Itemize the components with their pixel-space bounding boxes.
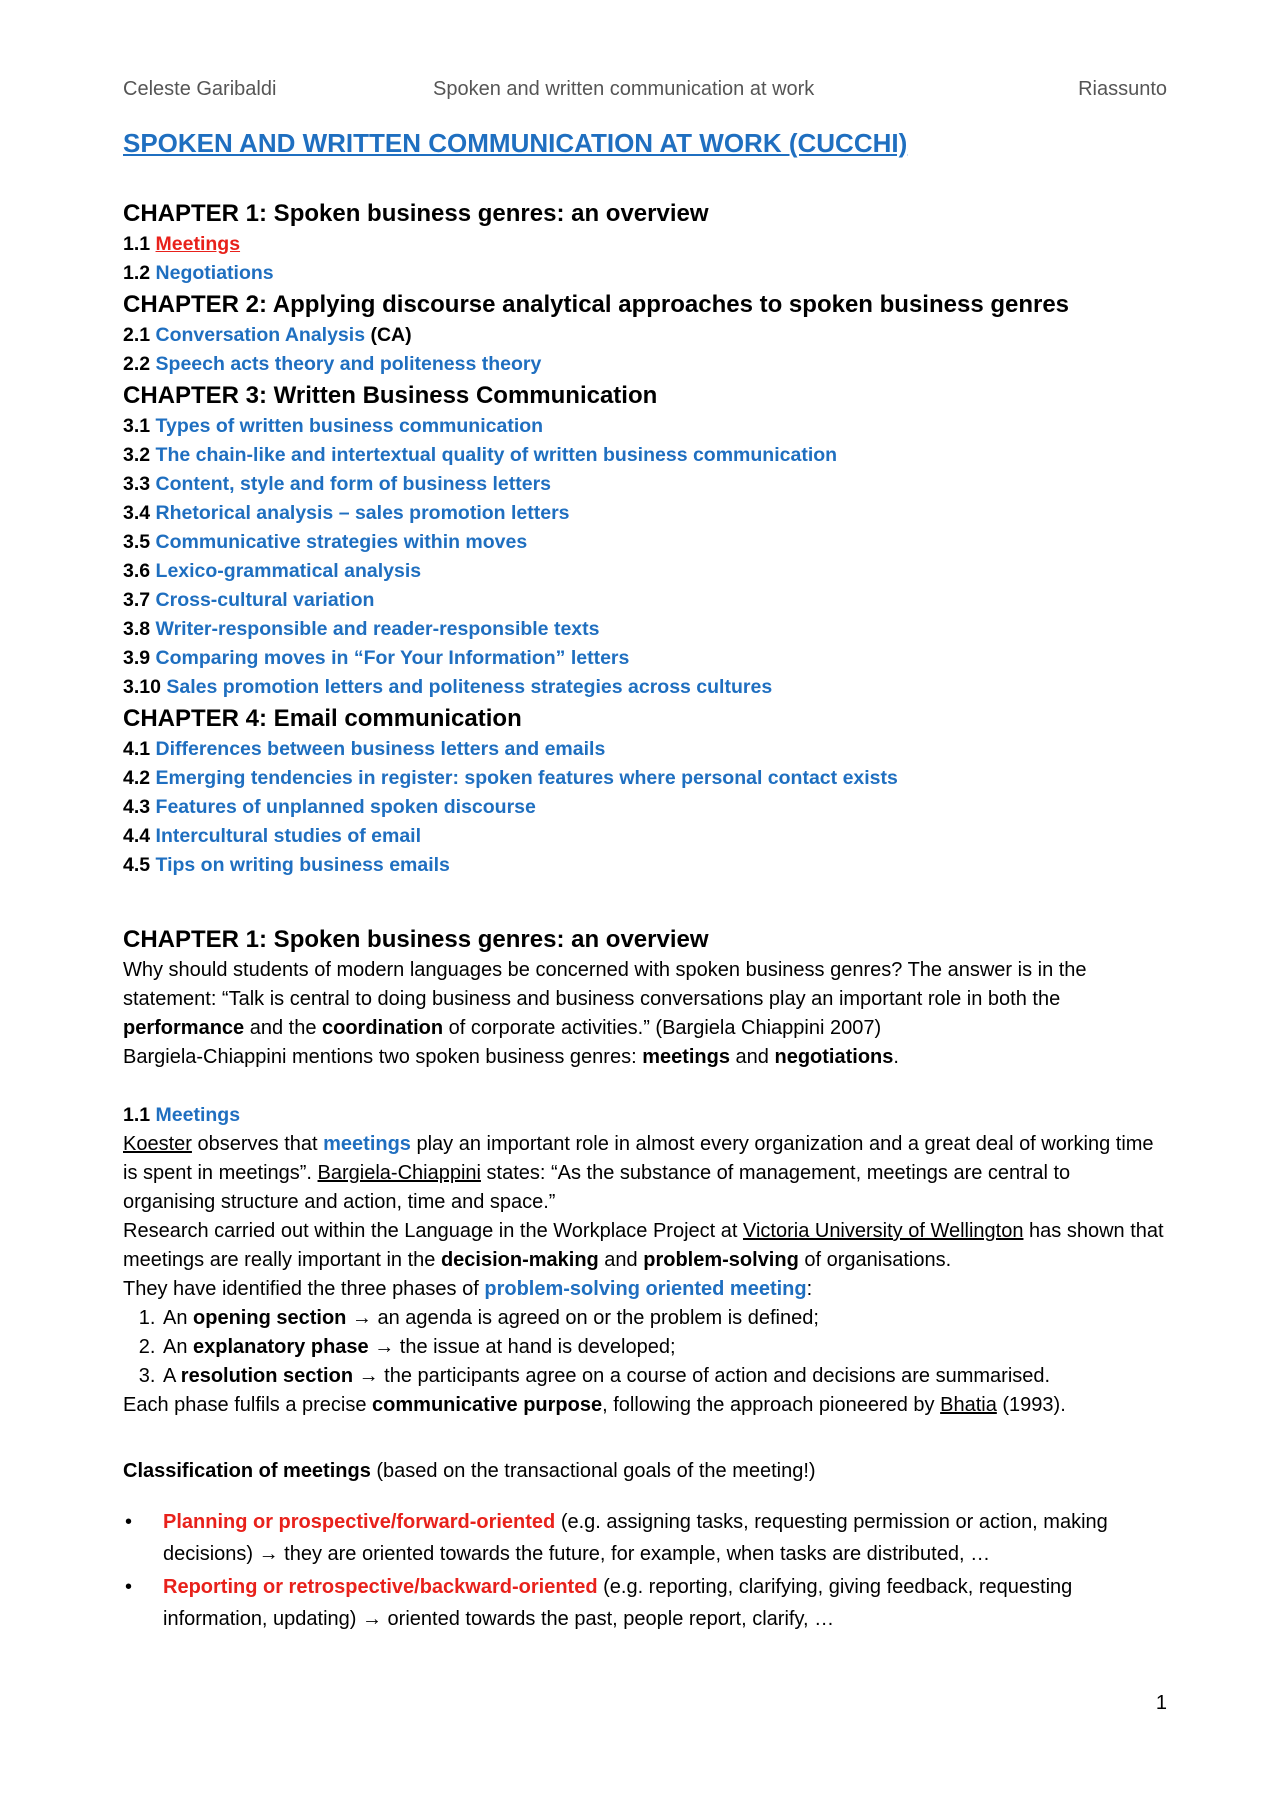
section-heading: CHAPTER 1: Spoken business genres: an overview — [123, 926, 709, 953]
header-type: Riassunto — [1078, 78, 1167, 100]
toc-item[interactable]: 3.3 Content, style and form of business letters — [123, 473, 552, 495]
bullet-icon: • — [125, 1511, 133, 1533]
toc-item[interactable]: 4.3 Features of unplanned spoken discourse — [123, 796, 536, 818]
toc-item[interactable]: 3.7 Cross-cultural variation — [123, 589, 375, 611]
list-item: • Reporting or retrospective/backward-oriented (e.g. reporting, clarifying, giving feedback, requesting information, updating) → oriented towards the past, people report, clarify, … — [163, 1571, 1167, 1635]
toc-item[interactable]: 4.1 Differences between business letters and emails — [123, 738, 606, 760]
toc-item[interactable]: 2.2 Speech acts theory and politeness theory — [123, 353, 542, 375]
toc-chapter-3: CHAPTER 3: Written Business Communication — [123, 382, 658, 409]
paragraph-purpose: Each phase fulfils a precise communicative purpose, following the approach pioneered by Bhatia (1993). — [123, 1394, 1066, 1416]
toc-item[interactable]: 3.10 Sales promotion letters and politeness strategies across cultures — [123, 676, 773, 698]
toc-item[interactable]: 4.5 Tips on writing business emails — [123, 854, 450, 876]
toc-item[interactable]: 3.8 Writer-responsible and reader-responsible texts — [123, 618, 600, 640]
paragraph-research: Research carried out within the Language in the Workplace Project at Victoria University of Wellington has shown that meetings are really important in the decision-making and problem-solving of organisations. — [123, 1220, 1164, 1271]
toc-item[interactable]: 3.1 Types of written business communication — [123, 415, 544, 437]
toc-chapter-4: CHAPTER 4: Email communication — [123, 705, 522, 732]
paragraph-phases: They have identified the three phases of problem-solving oriented meeting: — [123, 1278, 813, 1300]
header-author: Celeste Garibaldi — [123, 78, 277, 100]
page-header — [123, 78, 1167, 106]
toc-chapter-1: CHAPTER 1: Spoken business genres: an overview — [123, 200, 709, 227]
paragraph-koester: Koester observes that meetings play an important role in almost every organization and a great deal of working time is spent in meetings”. Bargiela-Chiappini states: “As the substance of management, meetings are central to organising structure and action, time and space.” — [123, 1133, 1154, 1213]
list-item: 1. An opening section → an agenda is agreed on or the problem is defined; — [161, 1304, 1167, 1333]
toc-item[interactable]: 4.2 Emerging tendencies in register: spoken features where personal contact exists — [123, 767, 898, 789]
subsection-heading: 1.1 Meetings — [123, 1104, 241, 1126]
toc-item[interactable]: 3.2 The chain-like and intertextual quality of written business communication — [123, 444, 838, 466]
document-body — [123, 923, 1167, 1636]
toc-item[interactable]: 3.4 Rhetorical analysis – sales promotion letters — [123, 502, 570, 524]
paragraph-intro: Why should students of modern languages be concerned with spoken business genres? The answer is in the statement: “Talk is central to doing business and business conversations play an important role in both the performance and the coordination of corporate activities.” (Bargiela Chiappini 2007) — [123, 959, 1087, 1039]
list-item: 2. An explanatory phase → the issue at hand is developed; — [161, 1333, 1167, 1362]
table-of-contents — [123, 197, 1167, 880]
bullet-icon: • — [125, 1576, 133, 1598]
toc-item[interactable]: 1.2 Negotiations — [123, 262, 274, 284]
page-number: 1 — [1155, 1692, 1167, 1714]
toc-item[interactable]: 3.9 Comparing moves in “For Your Information” letters — [123, 647, 630, 669]
toc-item[interactable]: 3.5 Communicative strategies within moves — [123, 531, 528, 553]
phases-list — [123, 1304, 1167, 1391]
header-title: Spoken and written communication at work — [433, 78, 815, 100]
toc-item[interactable]: 2.1 Conversation Analysis (CA) — [123, 324, 412, 346]
toc-item[interactable]: 4.4 Intercultural studies of email — [123, 825, 422, 847]
classification-heading: Classification of meetings (based on the transactional goals of the meeting!) — [123, 1460, 816, 1482]
toc-item[interactable]: 3.6 Lexico-grammatical analysis — [123, 560, 422, 582]
document-title[interactable]: SPOKEN AND WRITTEN COMMUNICATION AT WORK (CUCCHI) — [123, 128, 908, 158]
toc-item[interactable]: 1.1 Meetings — [123, 233, 241, 255]
list-item: • Planning or prospective/forward-oriented (e.g. assigning tasks, requesting permission or action, making decisions) → they are oriented towards the future, for example, when tasks are distributed, … — [163, 1506, 1167, 1570]
list-item: 3. A resolution section → the participants agree on a course of action and decisions are summarised. — [161, 1362, 1167, 1391]
paragraph-genres: Bargiela-Chiappini mentions two spoken business genres: meetings and negotiations. — [123, 1046, 899, 1068]
toc-chapter-2: CHAPTER 2: Applying discourse analytical approaches to spoken business genres — [123, 291, 1070, 318]
classification-list — [123, 1506, 1167, 1635]
